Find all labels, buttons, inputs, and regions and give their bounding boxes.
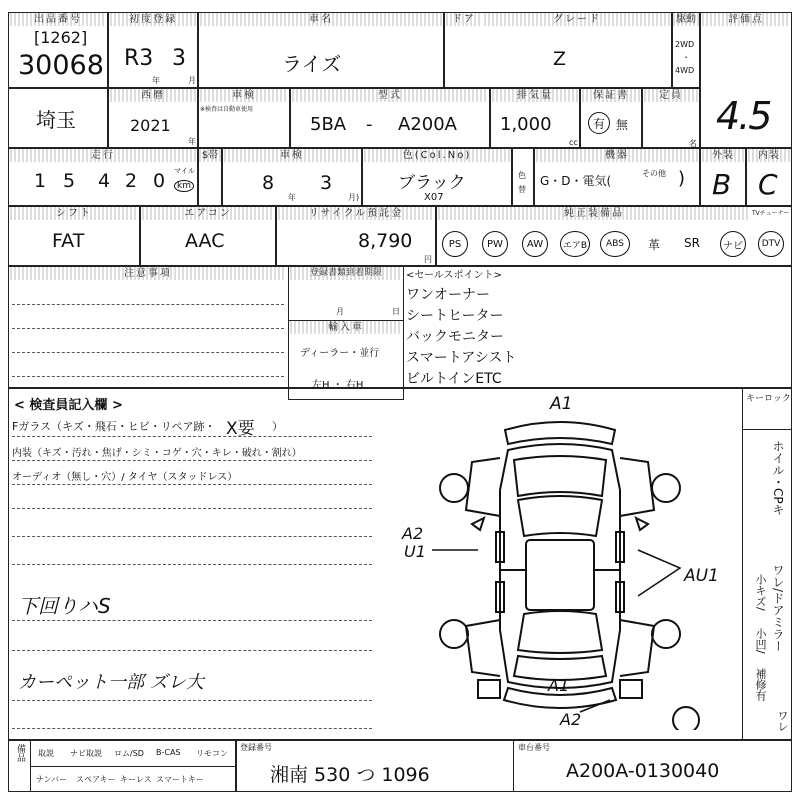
warranty-yes: 有 <box>588 112 610 134</box>
chassis-label: 車台番号 <box>518 743 550 752</box>
car-name: ライズ <box>282 52 342 76</box>
shaken-year-unit: 年 <box>288 193 296 202</box>
import-label: 輸入車 <box>290 321 402 334</box>
ins-line-8 <box>12 650 372 651</box>
ins-line-10 <box>12 728 372 729</box>
option-sr: SR <box>684 236 700 250</box>
sales-point-3: バックモニター <box>406 329 504 345</box>
interior-line: 内装（キズ・汚れ・焦げ・シミ・コゲ・穴・キレ・破れ・割れ） <box>12 448 302 459</box>
car-body <box>500 444 620 688</box>
recycle-yen: 円 <box>424 255 432 264</box>
year-label: 西暦 <box>110 89 196 102</box>
side-mark: ワレ <box>776 710 789 732</box>
side-note-5: 補修有 <box>754 668 767 701</box>
displacement-cc: cc <box>569 138 578 147</box>
capacity-label: 定員 <box>644 89 698 102</box>
first-reg-era: R3 <box>124 46 154 71</box>
acc-remote: リモコン <box>196 749 228 758</box>
reg-no-label: 登録番号 <box>240 743 272 752</box>
glass-close: ） <box>272 420 283 433</box>
side-divider <box>742 430 743 740</box>
shaken-month-unit: 月) <box>348 193 360 202</box>
ins-line-2 <box>12 460 372 461</box>
option-pw: PW <box>482 231 508 257</box>
front-bumper <box>505 422 615 444</box>
drive-2wd: 2WD <box>675 40 695 49</box>
mileage-digit-1: 1 <box>34 170 47 192</box>
color-label: 色(Col.No) <box>364 149 510 162</box>
score-label: 評価点 <box>702 13 790 26</box>
warranty-label: 保証書 <box>582 89 640 102</box>
lot-bracket: [1262] <box>34 28 88 47</box>
mark-a2-rear: A2 <box>560 710 582 729</box>
acc-rom-sd: ロム/SD <box>114 749 144 758</box>
sales-point-4: スマートアシスト <box>406 350 517 366</box>
ins-line-7 <box>12 620 372 621</box>
mileage-km: km <box>174 180 194 192</box>
caution-label: 注意事項 <box>10 267 286 280</box>
shaken-year: 8 <box>262 172 275 194</box>
acc-spare-key: スペアキー <box>76 775 116 784</box>
ins-line-9 <box>12 700 372 701</box>
ins-line-4 <box>12 508 372 509</box>
option-ps: PS <box>442 231 468 257</box>
color-code: X07 <box>424 192 444 203</box>
sales-point-5: ビルトインETC <box>406 371 502 387</box>
inspector-title: < 検査員記入欄 > <box>14 398 123 413</box>
exhibit-no-label: 出品番号 <box>10 13 106 26</box>
steering-side: 左H ・ 右H <box>312 380 364 391</box>
mileage-digit-4: 2 <box>125 170 138 192</box>
glass-mark: X要 <box>226 419 255 439</box>
equipment-other: その他 <box>642 169 666 178</box>
acc-manual: 取説 <box>38 749 54 758</box>
first-reg-month-unit: 月 <box>188 76 196 85</box>
rear-left-fender <box>466 620 500 676</box>
region: 埼玉 <box>36 108 76 132</box>
windshield <box>518 496 602 536</box>
first-reg-label: 初度登録 <box>110 13 196 26</box>
recycle-label: リサイクル預託金 <box>278 207 434 220</box>
aircon: AAC <box>185 230 225 252</box>
mileage-digit-5: 0 <box>153 170 166 192</box>
wheel-front-left <box>440 474 468 502</box>
mark-a2-left: A2 <box>402 524 424 543</box>
equipment-label: 機器 <box>536 149 698 162</box>
model-prefix: 5BA <box>310 114 347 135</box>
ins-line-3 <box>12 484 372 485</box>
side-note-4: 小凹/ <box>754 628 767 654</box>
interior-label: 内装 <box>748 149 790 162</box>
shaken-month: 3 <box>320 172 333 194</box>
first-reg-month: 3 <box>172 46 186 71</box>
inspection-label: 車検 <box>200 89 288 102</box>
model-label: 型式 <box>292 89 488 102</box>
side-note-2: ワレ/ドアミラー <box>771 564 785 653</box>
shaken-label: 車検 <box>224 149 360 162</box>
color-change-b: 替 <box>518 185 526 194</box>
wheel-rear-right <box>652 620 680 648</box>
drive-label: 駆動 <box>673 13 699 26</box>
reg-deadline-label: 登録書類到着期限 <box>290 267 402 280</box>
acc-plate: ナンバー <box>36 775 68 784</box>
mileage-digit-3: 4 <box>98 170 111 192</box>
acc-bcas: B-CAS <box>156 748 181 757</box>
front-left-fender <box>466 458 500 516</box>
glass-line: Fガラス（キズ・飛石・ヒビ・リペア跡・ <box>12 420 216 433</box>
roof <box>526 540 594 610</box>
sales-point-2: シートヒーター <box>406 308 504 324</box>
handwritten-note-2: カーペット一部 ズレ大 <box>18 672 204 693</box>
ins-line-5 <box>12 536 372 537</box>
sales-point-1: ワンオーナー <box>406 287 490 303</box>
displacement: 1,000 <box>500 114 552 135</box>
audio-line: オーディオ（無し・穴）/ タイヤ（スタッドレス） <box>12 472 238 483</box>
front-right-fender <box>620 458 654 516</box>
capacity-unit: 名 <box>689 139 697 148</box>
mark-a1-rear: A1 <box>548 676 570 695</box>
reg-month-label: 月 <box>336 307 344 316</box>
interior-score: C <box>758 168 778 201</box>
mark-au1-right: AU1 <box>684 566 719 586</box>
option-abs: ABS <box>600 231 630 257</box>
recycle: 8,790 <box>358 230 413 252</box>
caution-line-4 <box>12 376 284 377</box>
side-note-3: 小キズ/ <box>754 574 767 611</box>
wheel-rear-left <box>440 620 468 648</box>
drive-4wd: 4WD <box>675 66 695 75</box>
acc-smart-key: スマートキー <box>156 775 204 784</box>
warranty-no: 無 <box>616 118 629 132</box>
model-code: A200A <box>398 114 457 135</box>
rear-glass <box>518 611 602 653</box>
ins-line-6 <box>12 564 372 565</box>
color-change-a: 色 <box>518 171 526 180</box>
year: 2021 <box>130 116 171 135</box>
year-unit: 年 <box>188 137 196 146</box>
reg-day-label: 日 <box>392 307 400 316</box>
hood <box>514 456 606 496</box>
mileage-label: 走行 <box>10 149 196 162</box>
option-airbag: エアB <box>560 231 590 257</box>
grade-label: グレード <box>484 13 670 26</box>
chassis-no: A200A-0130040 <box>566 760 720 782</box>
spare-tire-mark <box>673 707 699 730</box>
option-dtv: DTV <box>758 231 784 257</box>
accessories-divider <box>30 766 236 767</box>
aircon-types: G・D・電気( <box>540 174 612 188</box>
acc-keyless: キーレス <box>120 775 152 784</box>
km-label: $帯 <box>199 149 221 162</box>
caution-line-3 <box>12 352 284 353</box>
shift-label: シフト <box>10 207 138 220</box>
key-lock-label: キーロック <box>746 394 791 404</box>
mark-a1-front: A1 <box>550 394 573 414</box>
inspection-note: ※検査は自動車使用 <box>200 106 254 113</box>
sales-label: <セールスポイント> <box>406 270 502 281</box>
first-reg-year-unit: 年 <box>152 76 160 85</box>
mileage-digit-2: 5 <box>63 170 76 192</box>
side-note-1: ホイル・CPキ <box>771 440 785 516</box>
reg-no: 湘南 530 つ 1096 <box>270 764 430 786</box>
handwritten-note-1: 下回りハS <box>18 594 111 618</box>
ins-line-1 <box>12 436 372 437</box>
door-label: ドア <box>446 13 482 26</box>
car-name-label: 車名 <box>200 13 442 26</box>
exterior-score: B <box>712 168 732 201</box>
color: ブラック <box>398 173 466 193</box>
exterior-label: 外装 <box>702 149 744 162</box>
mark-u1-left: U1 <box>404 542 426 561</box>
option-aw: AW <box>522 231 548 257</box>
wheel-front-right <box>652 474 680 502</box>
lot-number: 30068 <box>18 50 104 81</box>
options-label: 純正装備品 <box>438 207 750 220</box>
aircon-label: エアコン <box>142 207 274 220</box>
acc-navi-manual: ナビ取説 <box>70 749 102 758</box>
caution-line-1 <box>12 304 284 305</box>
option-leather: 革 <box>648 238 661 252</box>
footer-left-label: 備品 <box>15 744 25 762</box>
tuner-label: TVチューナー <box>752 210 790 217</box>
rear-right-fender <box>620 620 654 676</box>
equipment-close-paren: ) <box>678 168 686 189</box>
grade: Z <box>553 48 567 70</box>
dealer-parallel: ディーラー・並行 <box>300 348 380 359</box>
score-value: 4.5 <box>716 94 771 138</box>
caution-line-2 <box>12 328 284 329</box>
shift: FAT <box>52 230 85 252</box>
option-navi: ナビ <box>720 231 746 257</box>
drive-dot: ・ <box>682 53 690 62</box>
mileage-mile: マイル <box>174 167 195 175</box>
model-dash: - <box>366 114 373 135</box>
displacement-label: 排気量 <box>492 89 578 102</box>
